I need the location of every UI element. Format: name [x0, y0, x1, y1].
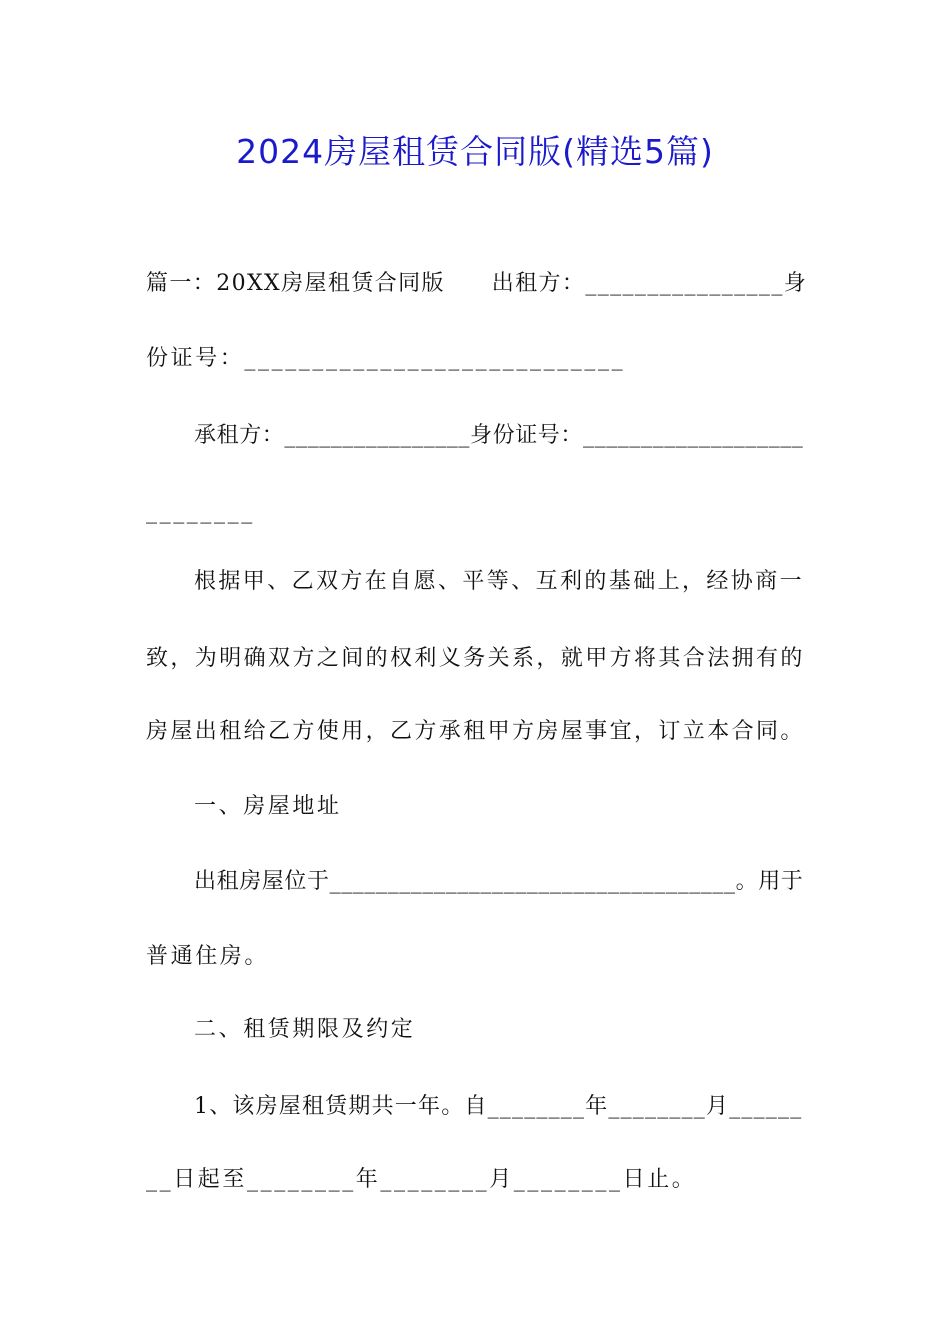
- text-line-intro-2: 致，为明确双方之间的权利义务关系，就甲方将其合法拥有的: [146, 646, 805, 671]
- text-line-intro-3: 房屋出租给乙方使用，乙方承租甲方房屋事宜，订立本合同。: [146, 719, 805, 744]
- document-title: 2024房屋租赁合同版(精选5篇): [236, 132, 714, 171]
- text-line-party-b: 承租方：________________身份证号：___________________: [194, 423, 804, 448]
- text-line-address-2: 普通住房。: [146, 944, 270, 969]
- text-line-id-a: 份证号：____________________________: [146, 346, 626, 371]
- text-line-party-a: 篇一：20XX房屋租赁合同版 出租方：________________身: [146, 271, 808, 296]
- text-line-term-1: 1、该房屋租赁期共一年。自________年________月______: [194, 1094, 803, 1119]
- text-line-intro-1: 根据甲、乙双方在自愿、平等、互利的基础上，经协商一: [194, 569, 805, 594]
- section-heading-address: 一、房屋地址: [194, 794, 342, 819]
- text-line-id-b-cont: ________: [146, 499, 255, 524]
- text-line-address-1: 出租房屋位于___________________________________。用于: [194, 869, 804, 894]
- section-heading-term: 二、租赁期限及约定: [194, 1017, 416, 1042]
- text-line-term-2: __日起至________年________月________日止。: [146, 1167, 697, 1192]
